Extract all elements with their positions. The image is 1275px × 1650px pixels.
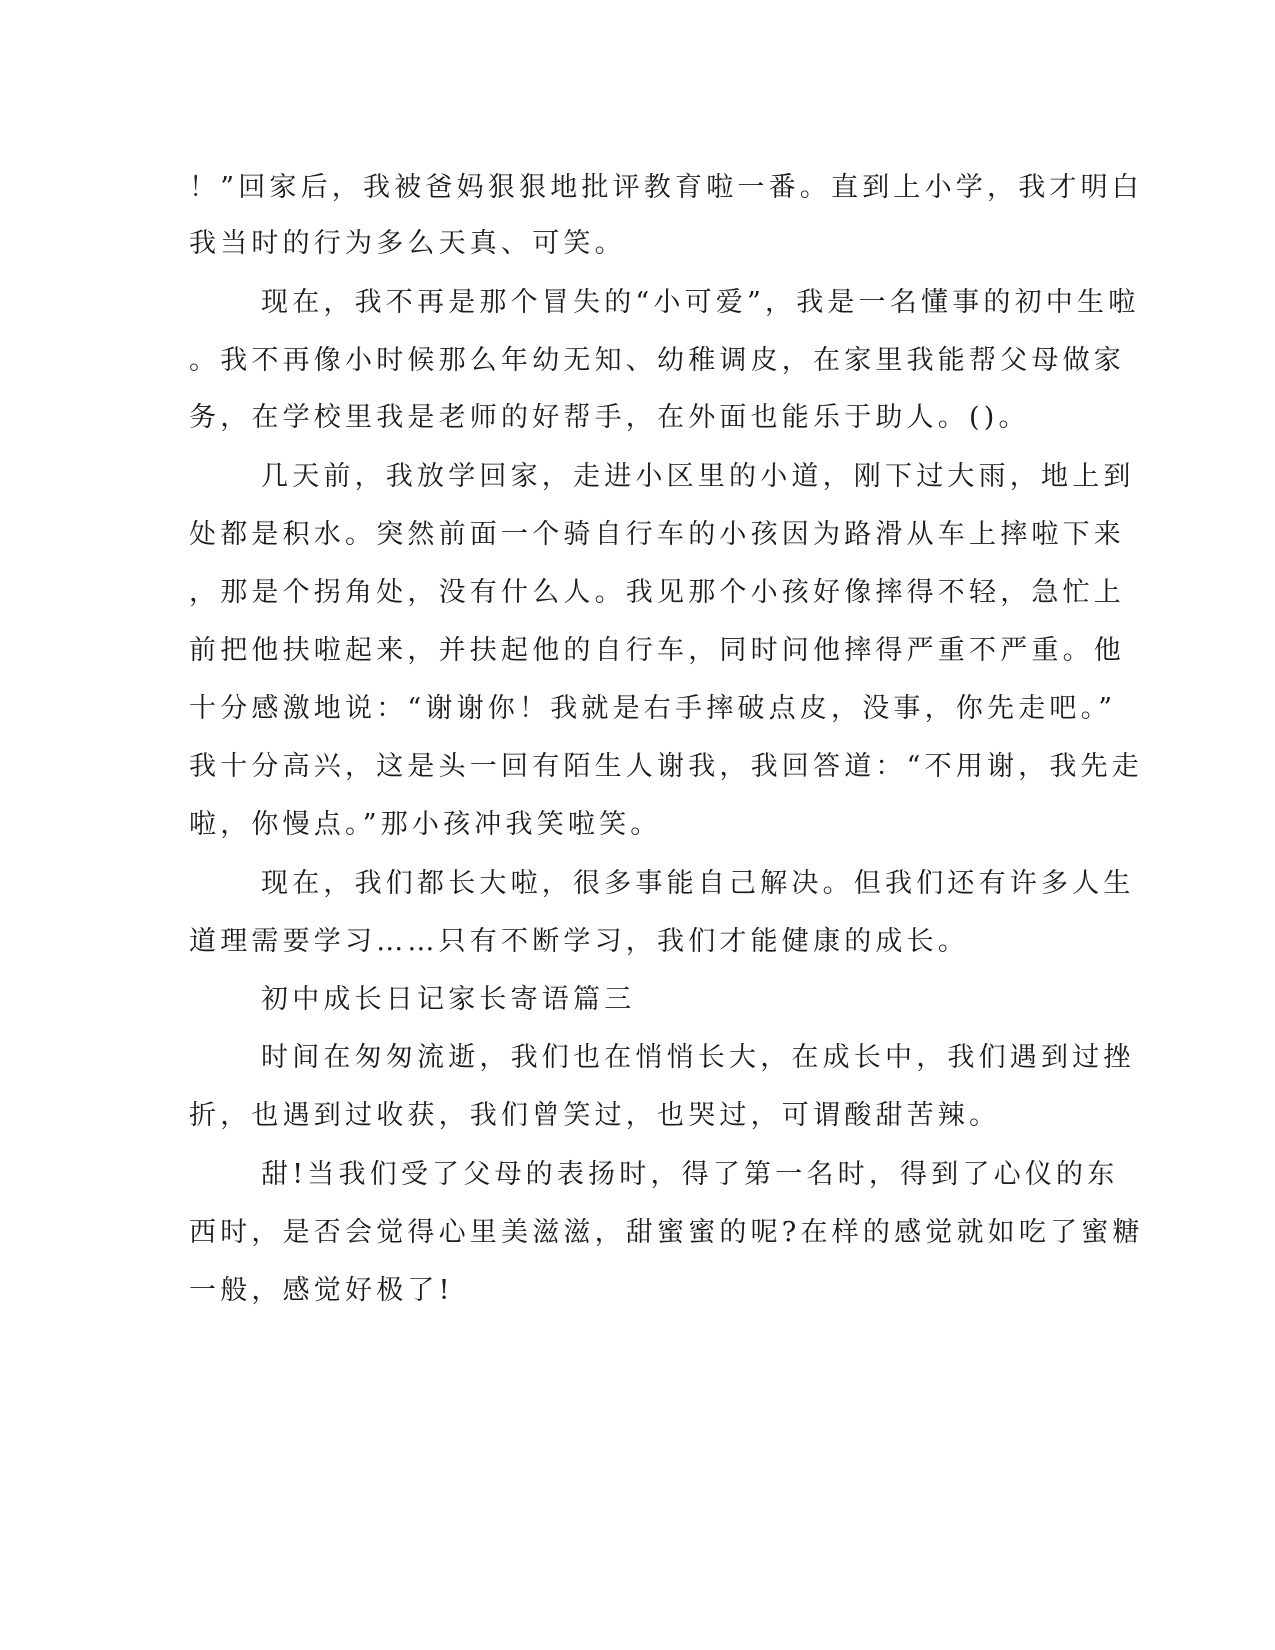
paragraph-start: 几天前，我放学回家，走进小区里的小道，刚下过大雨，地上到	[261, 461, 1135, 492]
paragraph-start: 现在，我不再是那个冒失的“小可爱”，我是一名懂事的初中生啦	[261, 287, 1140, 318]
paragraph-start: 现在，我们都长大啦，很多事能自己解决。但我们还有许多人生	[261, 868, 1135, 899]
section-title: 初中成长日记家长寄语篇三	[261, 984, 636, 1015]
text-line: 一般，感觉好极了!	[189, 1275, 454, 1306]
text-line: 。我不再像小时候那么年幼无知、幼稚调皮，在家里我能帮父母做家	[189, 345, 1125, 376]
text-line: 啦，你慢点。”那小孩冲我笑啦笑。	[189, 809, 662, 840]
text-line: 十分感激地说：“谢谢你！我就是右手摔破点皮，没事，你先走吧。”	[189, 693, 1117, 724]
text-line: 务，在学校里我是老师的好帮手，在外面也能乐于助人。()。	[189, 402, 1030, 433]
text-line: ，那是个拐角处，没有什么人。我见那个小孩好像摔得不轻，急忙上	[189, 577, 1125, 608]
text-line: 折，也遇到过收获，我们曾笑过，也哭过，可谓酸甜苦辣。	[189, 1100, 1001, 1131]
text-line: 西时，是否会觉得心里美滋滋，甜蜜蜜的呢?在样的感觉就如吃了蜜糖	[189, 1217, 1144, 1248]
text-line: 处都是积水。突然前面一个骑自行车的小孩因为路滑从车上摔啦下来	[189, 519, 1125, 550]
text-line: 我当时的行为多么天真、可笑。	[189, 228, 626, 259]
paragraph-start: 甜!当我们受了父母的表扬时，得了第一名时，得到了心仪的东	[261, 1159, 1119, 1190]
paragraph-start: 时间在匆匆流逝，我们也在悄悄长大，在成长中，我们遇到过挫	[261, 1042, 1135, 1073]
text-line: 道理需要学习……只有不断学习，我们才能健康的成长。	[189, 926, 969, 957]
text-line: 前把他扶啦起来，并扶起他的自行车，同时问他摔得严重不严重。他	[189, 635, 1125, 666]
text-line: ！”回家后，我被爸妈狠狠地批评教育啦一番。直到上小学，我才明白	[189, 172, 1144, 203]
text-line: 我十分高兴，这是头一回有陌生人谢我，我回答道：“不用谢，我先走	[189, 751, 1144, 782]
